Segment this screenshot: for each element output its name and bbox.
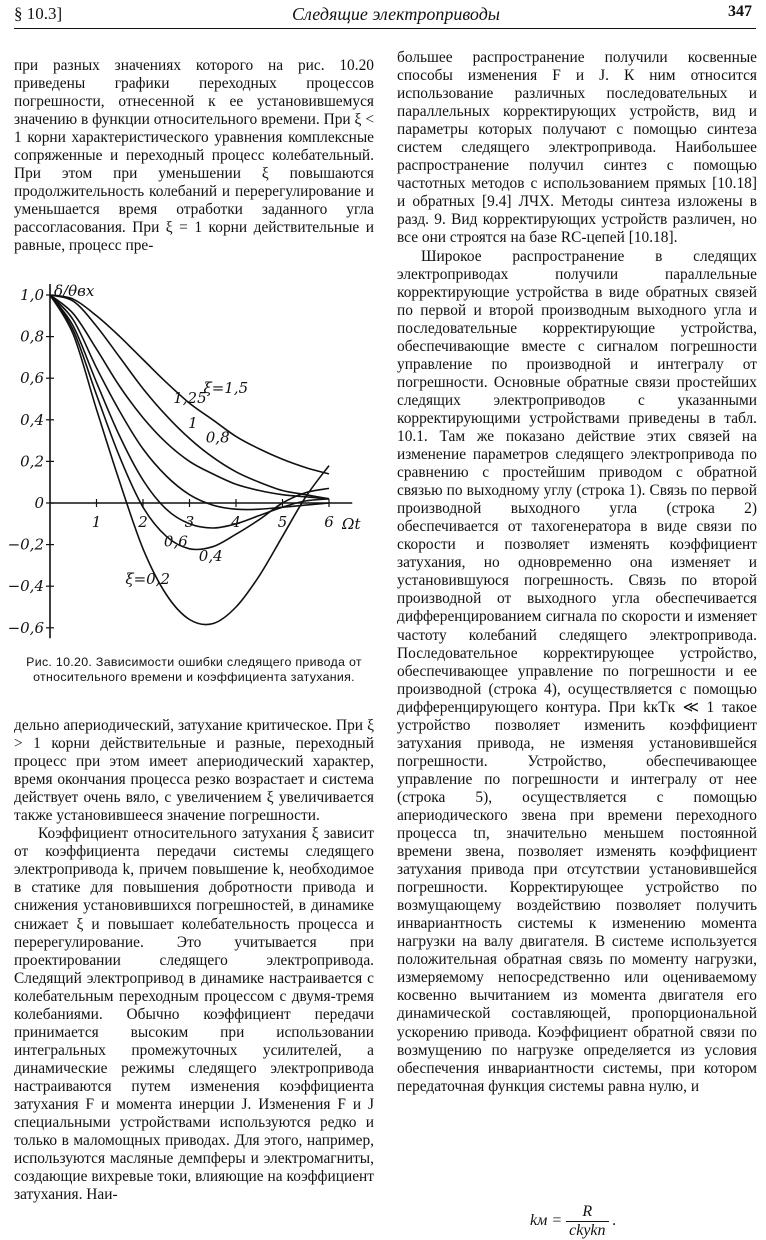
right-column [397, 49, 757, 1096]
chart-ticks [8, 286, 335, 637]
y-tick-label: −0,4 [7, 577, 44, 596]
paragraph: большее распространение получили косвенные способы изменения F и J. К ним относится использование различных последовательных и параллельных корректирующих устройств, вид и параметры которых получают с помощью синтеза систем следящего электропривода. Наибольшее распространение получил синтез с помощью частотных методов с использованием прямых [10.18] и обратных [9.4] ЛЧХ. Методы синтеза изложены в разд. 9. Вид корректирующих устройств различен, но все они строятся на базе RC-цепей [10.18]. [397, 49, 757, 247]
y-tick-label: 0,8 [20, 327, 44, 346]
curve-label: 0,6 [163, 532, 188, 551]
y-tick-label: 1,0 [20, 286, 44, 304]
curve-7 [50, 295, 329, 625]
x-tick-label: 6 [324, 513, 334, 531]
y-tick-label: −0,6 [7, 618, 44, 637]
page-number: 347 [728, 3, 752, 20]
y-tick-label: 0,4 [20, 410, 44, 429]
curve-label: 1,25 [173, 389, 207, 408]
formula-fraction [566, 1203, 608, 1240]
chart-curves [50, 295, 329, 625]
paragraph: при разных значениях которого на рис. 10.20 приведены графики переходных процессов погрешности, отнесенной к ее установившемуся значению в функции относительного времени. При ξ < 1 корни характеристического уравнения комплексные сопряженные и переходный процесс колебательный. При этом при уменьшении ξ повышаются продолжительность колебаний и перерегулирование и уменьшается время отработки заданного угла рассогласования. При ξ = 1 корни действительные и равные, процесс пре- [14, 57, 374, 255]
formula-end: . [612, 1212, 617, 1230]
curve-label: 0,4 [198, 547, 223, 566]
page-header [14, 2, 756, 29]
formula-km [530, 1203, 617, 1240]
paragraph: Коэффициент относительного затухания ξ зависит от коэффициента передачи системы следящего электропривода k, причем повышение k, необходимое в статике для повышения добротности привода и снижения установившихся погрешностей, в динамике снижает ξ и повышает колебательность процесса и перерегулирование. Это учитывается при проектировании следящего электропривода. Следящий электропривод в динамике настраивается с колебательным переходным процессом с двумя-тремя колебаниями. Обычно коэффициент передачи принимается высоким при использовании интегральных промежуточных усилителей, а динамические режимы следящего электропривода настраиваются путем изменения коэффициента затухания F и момента инерции J. Изменения F и J специальными устройствами используются редко и только в маломощных приводах. Для этого, например, используются масляные демпферы и электромагниты, создающие вихревые токи, влияющие на коэффициент затухания. Наи- [14, 825, 374, 1204]
y-tick-label: 0 [34, 494, 44, 512]
paragraph: дельно апериодический, затухание критическое. При ξ > 1 корни действительные и разные, переходный процесс при этом имеет апериодический характер, время окончания процесса резко возрастает и система действует очень вяло, с увеличением ξ увеличивается также установившееся значение погрешности. [14, 717, 374, 825]
figure-caption: Рис. 10.20. Зависимости ошибки следящего привода от относительного времени и коэффициента затухания. [26, 655, 362, 684]
x-tick-label: 3 [184, 513, 195, 531]
y-tick-label: 0,2 [20, 452, 44, 471]
y-tick-label: −0,2 [7, 535, 44, 554]
x-tick-label: 2 [138, 513, 148, 531]
curve-label: 1 [188, 414, 198, 433]
chart-axes [50, 284, 352, 638]
x-tick-label: 1 [91, 513, 102, 531]
formula-numerator: R [566, 1203, 608, 1222]
formula-denominator: ckуkп [569, 1222, 606, 1239]
y-tick-label: 0,6 [20, 369, 44, 388]
x-tick-label: 5 [277, 513, 288, 531]
curve-5 [50, 295, 329, 528]
left-column-top [14, 57, 374, 256]
paragraph: Широкое распространение в следящих электроприводах получили параллельные корректирующие устройства в виде обратных связей по первой и второй производным выходного угла и последовательные корректирующие устройства, обеспечивающие вместе с сигналом погрешности управление по производной и интегралу от погрешности. Основные обратные связи простейших следящих электроприводов с указанными корректирующими устройствами приведены в табл. 10.1. Там же показано действие этих связей на изменение параметров следящего электропривода по сравнению с простейшим приводом с обратной связью по выходному углу (строка 1). Связь по первой производной выходного угла (строка 2) обеспечивается от тахогенератора в виде связи по скорости и позволяет изменять коэффициент затухания, но одновременно она изменяет и установившуюся погрешность. Связь по второй производной от выходного угла обеспечивается дифференцированием сигнала по скорости и изменяет частоту колебаний следящего электропривода. Последовательное корректирующее устройство, обеспечивающее управление по погрешности и ее производной (строка 4), осуществляется с помощью дифференцирующего контура. При kкTк ≪ 1 такое устройство позволяет изменить коэффициент затухания привода, не изменяя установившейся погрешности. Устройство, обеспечивающее управление по погрешности и интегралу от нее (строка 5), осуществляется с помощью апериодического звена при времени переходного процесса tп, значительно меньшем постоянной времени звена, позволяет изменять коэффициент затухания привода при отсутствии установившейся погрешности. Корректирующее устройство по возмущающему воздействию позволяет получить инвариантность системы к изменению момента нагрузки на валу двигателя. В системе используется положительная обратная связь по моменту нагрузки, измеряемому непосредственно или оцениваемому косвенно вычитанием из момента двигателя его динамической составляющей, пропорциональной ускорению привода. Коэффициент обратной связи по возмущению по нагрузке определяется из условия обеспечения инвариантности системы, при котором передаточная функция системы равна нулю, и [397, 247, 757, 1095]
chart-labels [54, 282, 361, 588]
x-tick-label: 4 [231, 513, 241, 531]
section-number: § 10.3] [14, 4, 63, 23]
running-title: Следящие электроприводы [292, 4, 500, 24]
formula-lhs: kм = [530, 1212, 563, 1230]
left-column-bottom [14, 717, 374, 1204]
curve-label: ξ=1,5 [203, 378, 249, 397]
curve-label: ξ=0,2 [125, 570, 171, 589]
y-axis-label: δ/θвх [54, 282, 95, 300]
curve-label: 0,8 [205, 428, 230, 447]
curve-1 [50, 295, 329, 474]
figure-10-20-chart [7, 276, 361, 651]
x-axis-label: Ωt [342, 515, 361, 533]
